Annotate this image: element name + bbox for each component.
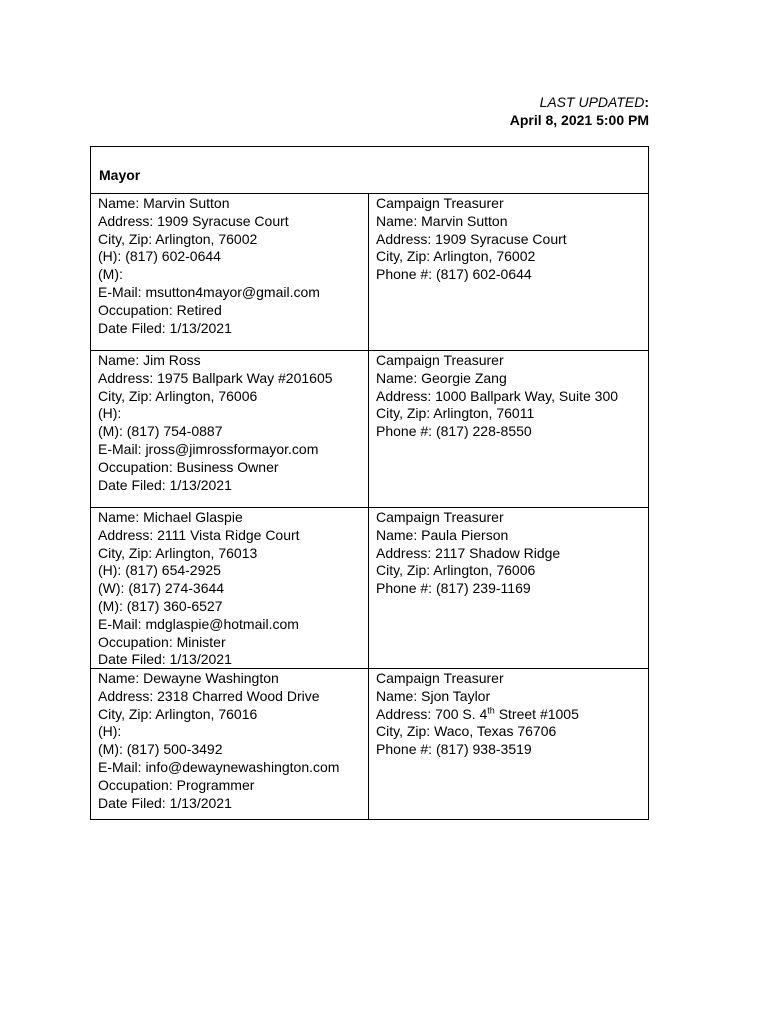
treasurer-address-prefix: Address: 700 S. 4	[376, 705, 488, 722]
candidate-mobile-phone: (M): (817) 500-3492	[98, 741, 223, 758]
candidate-mobile-phone: (M): (817) 754-0887	[98, 423, 223, 440]
candidate-city: City, Zip: Arlington, 76016	[98, 705, 258, 722]
treasurer-address: Address: 2117 Shadow Ridge	[376, 544, 561, 561]
candidate-home-phone: (H): (817) 602-0644	[98, 248, 221, 265]
candidate-mobile-phone: (M): (817) 360-6527	[98, 597, 223, 614]
candidate-name: Name: Jim Ross	[98, 352, 201, 368]
candidate-cell	[91, 351, 369, 507]
candidate-city: City, Zip: Arlington, 76013	[98, 544, 258, 561]
treasurer-phone: Phone #: (817) 602-0644	[376, 266, 532, 283]
treasurer-phone: Phone #: (817) 228-8550	[376, 423, 532, 440]
treasurer-title: Campaign Treasurer	[376, 670, 504, 686]
treasurer-cell	[369, 351, 648, 507]
treasurer-phone: Phone #: (817) 938-3519	[376, 741, 532, 758]
treasurer-phone: Phone #: (817) 239-1169	[376, 580, 531, 597]
treasurer-title: Campaign Treasurer	[376, 352, 504, 368]
treasurer-cell	[369, 508, 648, 668]
treasurer-city: City, Zip: Arlington, 76006	[376, 562, 536, 579]
candidate-occupation: Occupation: Retired	[98, 301, 222, 318]
candidate-occupation: Occupation: Programmer	[98, 776, 255, 793]
candidate-date-filed: Date Filed: 1/13/2021	[98, 651, 232, 668]
candidate-home-phone: (H):	[98, 405, 122, 422]
candidate-home-phone: (H):	[98, 723, 122, 740]
table-row	[91, 508, 648, 669]
treasurer-address: Address: 1000 Ballpark Way, Suite 300	[376, 387, 619, 404]
table-row	[91, 351, 648, 508]
treasurer-city: City, Zip: Arlington, 76011	[376, 405, 535, 422]
table-row	[91, 194, 648, 351]
treasurer-cell	[369, 669, 648, 819]
candidate-email: E-Mail: info@dewaynewashington.com	[98, 758, 340, 775]
candidate-name: Name: Dewayne Washington	[98, 670, 279, 686]
candidate-mobile-phone: (M):	[98, 266, 123, 283]
treasurer-cell	[369, 194, 648, 350]
table-row	[91, 669, 648, 819]
candidate-home-phone: (H): (817) 654-2925	[98, 562, 221, 579]
last-updated-label: LAST UPDATED	[539, 94, 645, 110]
candidate-date-filed: Date Filed: 1/13/2021	[98, 476, 232, 493]
last-updated-date: April 8, 2021 5:00 PM	[509, 112, 649, 128]
section-title: Mayor	[91, 147, 648, 194]
treasurer-city: City, Zip: Waco, Texas 76706	[376, 723, 557, 740]
candidate-email: E-Mail: mdglaspie@hotmail.com	[98, 615, 299, 632]
candidate-address: Address: 2111 Vista Ridge Court	[98, 526, 300, 543]
candidate-address: Address: 1975 Ballpark Way #201605	[98, 369, 333, 386]
treasurer-title: Campaign Treasurer	[376, 509, 504, 525]
candidate-email: E-Mail: jross@jimrossformayor.com	[98, 440, 319, 457]
candidate-address: Address: 1909 Syracuse Court	[98, 212, 289, 229]
last-updated-label-line	[510, 93, 649, 111]
candidate-date-filed: Date Filed: 1/13/2021	[98, 794, 232, 811]
candidate-occupation: Occupation: Minister	[98, 633, 226, 650]
treasurer-address-suffix: Street #1005	[494, 705, 579, 722]
candidate-city: City, Zip: Arlington, 76002	[98, 230, 258, 247]
treasurer-address	[376, 706, 644, 724]
last-updated-colon: :	[644, 94, 649, 110]
candidate-address: Address: 2318 Charred Wood Drive	[98, 687, 320, 704]
treasurer-address: Address: 1909 Syracuse Court	[376, 230, 567, 247]
treasurer-name: Name: Georgie Zang	[376, 369, 507, 386]
candidate-name: Name: Marvin Sutton	[98, 195, 230, 211]
candidate-cell	[91, 194, 369, 350]
treasurer-name: Name: Marvin Sutton	[376, 212, 508, 229]
candidate-email: E-Mail: msutton4mayor@gmail.com	[98, 283, 320, 300]
candidate-city: City, Zip: Arlington, 76006	[98, 387, 258, 404]
candidate-cell	[91, 508, 369, 668]
candidate-cell	[91, 669, 369, 819]
last-updated-block	[510, 93, 649, 129]
treasurer-name: Name: Paula Pierson	[376, 526, 509, 543]
treasurer-address-ordinal: th	[487, 704, 495, 715]
candidate-date-filed: Date Filed: 1/13/2021	[98, 319, 232, 336]
candidates-table	[90, 146, 649, 820]
candidate-occupation: Occupation: Business Owner	[98, 458, 279, 475]
candidate-name: Name: Michael Glaspie	[98, 509, 243, 525]
candidate-work-phone: (W): (817) 274-3644	[98, 580, 225, 597]
treasurer-name: Name: Sjon Taylor	[376, 687, 491, 704]
treasurer-city: City, Zip: Arlington, 76002	[376, 248, 536, 265]
treasurer-title: Campaign Treasurer	[376, 195, 504, 211]
